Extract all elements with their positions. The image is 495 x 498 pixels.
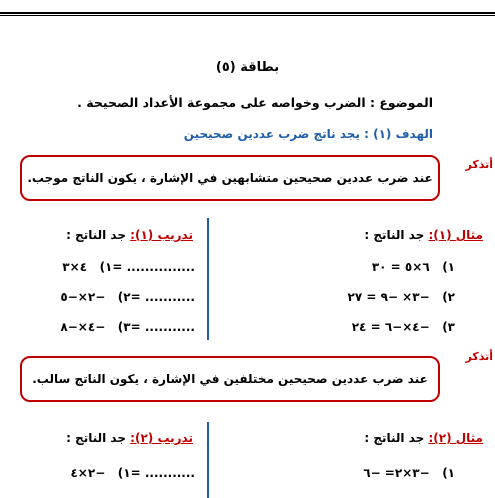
row-expression: −٢×−٥= ........... bbox=[60, 290, 195, 304]
row-expression: −٤×−٨= ........... bbox=[60, 320, 195, 334]
row-expression: −٣× −٩ = ٢٧ bbox=[347, 290, 430, 304]
example1-row-3 bbox=[352, 320, 455, 334]
row-number: ١) bbox=[442, 466, 455, 480]
row-number: ٣) bbox=[117, 320, 131, 334]
training1-text: جد الناتج : bbox=[66, 228, 131, 242]
row-number: ١) bbox=[442, 260, 455, 274]
row-number: ١) bbox=[117, 466, 131, 480]
row-expression: −٤×−٦ = ٢٤ bbox=[351, 320, 430, 334]
example2-label: مثال (٢): bbox=[428, 431, 483, 445]
rule-box-2 bbox=[20, 356, 440, 402]
rule-text-2: عند ضرب عددين صحيحين مختلفين في الإشارة ، يكون الناتج سالب. bbox=[32, 372, 428, 386]
row-expression: ٤×٣= ............... bbox=[62, 260, 195, 274]
training2-header bbox=[66, 431, 193, 445]
rule-text-1: عند ضرب عددين صحيحين متشابهين في الإشارة ، يكون الناتج موجب. bbox=[27, 171, 433, 185]
example1-row-2 bbox=[348, 290, 455, 304]
row-expression: −٣×٢= −٦ bbox=[363, 466, 430, 480]
training1-header bbox=[66, 228, 193, 242]
training2-label: تدريب (٢): bbox=[130, 431, 193, 445]
section1-divider bbox=[207, 218, 209, 340]
row-expression: −٢×٤= ........... bbox=[70, 466, 195, 480]
training1-row-1 bbox=[62, 260, 195, 274]
example1-text: جد الناتج : bbox=[364, 228, 429, 242]
subject-line: الموضوع : الضرب وخواصه على مجموعة الأعداد الصحيحة . bbox=[77, 95, 433, 110]
top-border bbox=[0, 12, 495, 14]
row-number: ١) bbox=[99, 260, 113, 274]
remember-label-1: أتذكر bbox=[465, 158, 493, 171]
remember-label-2: أتذكر bbox=[465, 350, 493, 363]
example1-header bbox=[364, 228, 483, 242]
row-number: ٢) bbox=[117, 290, 131, 304]
training1-row-2 bbox=[60, 290, 195, 304]
section2-divider bbox=[207, 422, 209, 498]
top-border-thin bbox=[0, 15, 495, 16]
row-number: ٣) bbox=[442, 320, 455, 334]
example1-label: مثال (١): bbox=[428, 228, 483, 242]
card-title: بطاقة (٥) bbox=[215, 60, 280, 75]
example2-row-1 bbox=[363, 466, 455, 480]
row-expression: ٦×٥ = ٣٠ bbox=[371, 260, 430, 274]
example1-row-1 bbox=[372, 260, 455, 274]
row-number: ٢) bbox=[442, 290, 455, 304]
rule-box-1 bbox=[20, 155, 440, 201]
training1-label: تدريب (١): bbox=[130, 228, 193, 242]
goal-line: الهدف (١) : يجد ناتج ضرب عددين صحيحين bbox=[183, 127, 433, 141]
training2-row-1 bbox=[70, 466, 195, 480]
training1-row-3 bbox=[60, 320, 195, 334]
example2-header bbox=[364, 431, 483, 445]
training2-text: جد الناتج : bbox=[66, 431, 131, 445]
example2-text: جد الناتج : bbox=[364, 431, 429, 445]
